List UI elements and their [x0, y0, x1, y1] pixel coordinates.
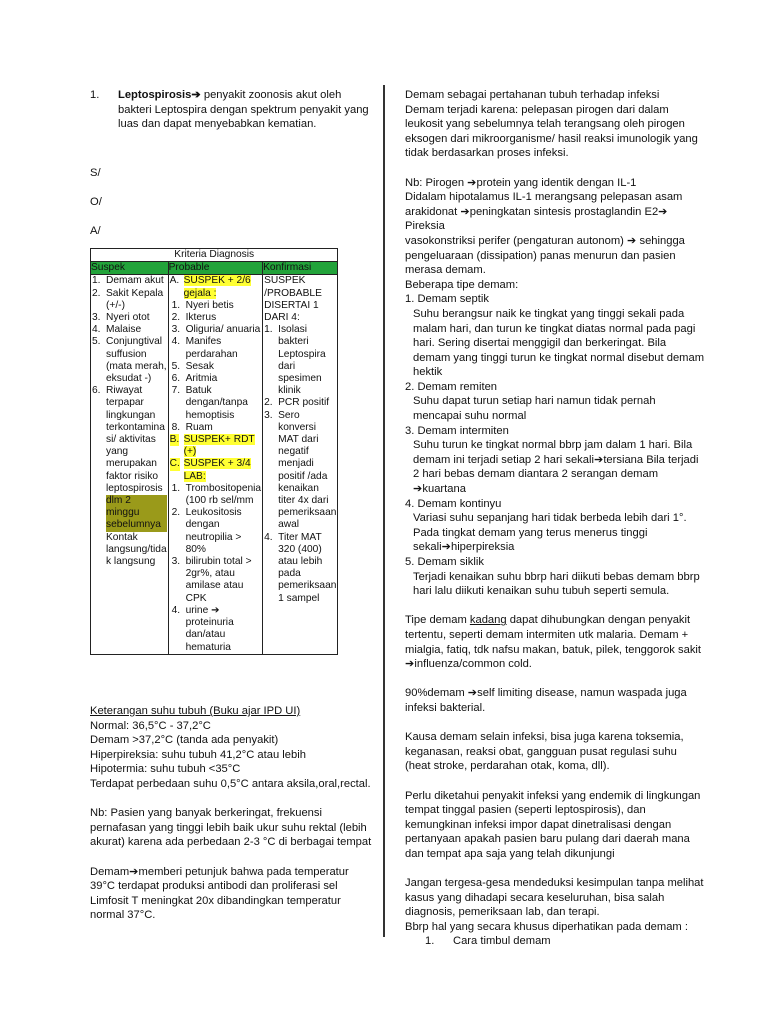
suhu-nb: Nb: Pasien yang banyak berkeringat, frekuensi pernafasan yang tinggi lebih baik ukur suhu rektal (lebih akurat) karena ada perbedaan 2-3 °C di berbagai tempat [90, 807, 372, 849]
list-item: 5. Sesak [171, 360, 214, 372]
highlight-2-minggu: dlm 2 minggu sebelumnya [106, 495, 167, 532]
header-konfirmasi: Konfirmasi [263, 262, 337, 274]
list-item: 2. PCR positif [264, 397, 330, 409]
probable-c: C. SUSPEK + 3/4 LAB: [169, 458, 251, 482]
soap-s-label: S/ [90, 166, 101, 179]
column-divider [383, 85, 385, 937]
header-probable: Probable [169, 262, 263, 274]
tipe-head: 4. Demam kontinyu [405, 497, 502, 510]
pirogen-line: vasokonstriksi perifer (pengaturan autonom) ➔ sehingga pengeluaraan (dissipation) panas menurun dan pasien merasa demam. [405, 234, 685, 277]
tipe-head: 5. Demam siklik [405, 556, 484, 568]
tipe-title: Beberapa tipe demam: [405, 278, 519, 291]
list-item: 3. Nyeri otot [92, 312, 150, 324]
suspek-cell [91, 275, 169, 654]
list-item: 1. Demam akut [92, 275, 164, 287]
kontak-text: Kontak langsung/tida k langsung [106, 531, 167, 568]
suhu-line: Normal: 36,5°C - 37,2°C [90, 719, 211, 732]
list-item: 6. Aritmia [171, 373, 218, 385]
list-item: 7. Batuk dengan/tanpa hemoptisis [171, 385, 248, 421]
list-item: 4. Manifes perdarahan [171, 336, 238, 360]
list-item: 3. Oliguria/ anuaria [171, 324, 261, 336]
perlu: Perlu diketahui penyakit infeksi yang endemik di lingkungan tempat tinggal pasien (seperti leptospirosis), dan kemungkinan infeksi impor dapat dinetralisasi dengan pertanyaan apakah pasien baru pulang dari daerah mana dan tempat apa saja yang telah dikunjungi [405, 789, 701, 860]
probable-cell [168, 275, 263, 654]
list-item: 4. Titer MAT 320 (400) atau lebih pada pemeriksaan 1 sampel [264, 531, 337, 604]
konfirmasi-cell [263, 275, 338, 654]
suhu-title: Keterangan suhu tubuh (Buku ajar IPD UI) [90, 705, 301, 717]
soap-o-label: O/ [90, 195, 102, 208]
list-item: 2. Ikterus [171, 312, 217, 324]
header-suspek: Suspek [91, 262, 168, 274]
soap-labels [90, 166, 372, 253]
leptospirosis-term: Leptospirosis [118, 89, 192, 101]
leptospirosis-item [90, 88, 372, 132]
list-item: 2. Sakit Kepala (+/-) [92, 287, 164, 311]
tipe-body: Suhu berangsur naik ke tingkat yang tinggi sekali pada malam hari, dan turun ke tingkat diatas normal pada pagi hari. Sering disertai menggigil dan berkeringat. Bila demam yang tinggi turun ke tingkat normal disebut demam hektik [413, 307, 705, 379]
list-item: 5. Conjungtival suffusion (mata merah, eksudat -) [92, 336, 167, 385]
leptospirosis-definition: penyakit zoonosis akut oleh bakteri Leptospira dengan spektrum penyakit yang luas dan dapat menyebabkan kematian. [118, 89, 369, 131]
tipe-body: Suhu dapat turun setiap hari namun tidak pernah mencapai suhu normal [413, 395, 656, 423]
right-column [405, 88, 705, 949]
tipe-head: 3. Demam intermiten [405, 424, 509, 437]
left-column [90, 88, 372, 253]
konfirmasi-head: SUSPEK /PROBABLE DISERTAI 1 DARI 4: [264, 275, 322, 324]
intro-line: Demam sebagai pertahanan tubuh terhadap infeksi [405, 89, 660, 101]
tipe-kadang: Tipe demam kadang dapat dihubungkan dengan penyakit tertentu, seperti demam intermiten utk malaria. Demam + mialgia, fatiq, tdk nafsu makan, batuk, pilek, tenggorok sakit ➔influenza/common cold. [405, 614, 702, 671]
cara-item: 1. Cara timbul demam [425, 935, 551, 948]
diagnosis-criteria-table [90, 248, 338, 655]
tipe-body: Variasi suhu sepanjang hari tidak berbeda lebih dari 1°. Pada tingkat demam yang terus menerus tinggi sekali➔hiperpireksia [413, 512, 687, 554]
table-title: Kriteria Diagnosis [91, 249, 338, 262]
arrow-icon: ➔ [191, 89, 201, 101]
suhu-line: Terdapat perbedaan suhu 0,5°C antara aksila,oral,rectal. [90, 777, 371, 790]
list-item: 3. Sero konversi MAT dari negatif menjadi positif /ada kenaikan titer 4x dari pemeriksaan awal [264, 409, 337, 531]
probable-b: B. SUSPEK+ RDT (+) [169, 434, 255, 458]
item-number: 1. [90, 89, 100, 101]
suhu-line: Demam >37,2°C (tanda ada penyakit) [90, 734, 279, 747]
suhu-line: Hiperpireksia: suhu tubuh 41,2°C atau lebih [90, 748, 306, 761]
pirogen-line: Nb: Pirogen ➔protein yang identik dengan IL-1 [405, 176, 637, 189]
tipe-head: 2. Demam remiten [405, 380, 498, 393]
tipe-body: Terjadi kenaikan suhu bbrp hari diikuti bebas demam bbrp hari lalu diikuti kenaikan suhu tubuh seperti semula. [413, 570, 700, 598]
suhu-section [90, 704, 372, 923]
list-item: 8. Ruam [171, 421, 213, 433]
kausa: Kausa demam selain infeksi, bisa juga karena toksemia, keganasan, reaksi obat, gangguan pusat regulasi suhu (heat stroke, perdarahan otak, koma, dll). [405, 731, 684, 773]
list-item: 4. urine ➔ proteinuria dan/atau hematuria [171, 604, 234, 653]
list-item: 1. Isolasi bakteri Leptospira dari spesimen klinik [264, 324, 326, 397]
bbrp: Bbrp hal yang secara khusus diperhatikan pada demam : [405, 920, 688, 933]
pirogen-line: Didalam hipotalamus IL-1 merangsang pelepasan asam arakidonat ➔peningkatan sintesis prostaglandin E2➔ Pireksia [405, 191, 683, 233]
list-item: 2. Leukositosis dengan neutropilia > 80% [171, 507, 242, 555]
p90: 90%demam ➔self limiting disease, namun waspada juga infeksi bakterial. [405, 687, 687, 714]
list-item: 4. Malaise [92, 324, 142, 336]
tipe-body: Suhu turun ke tingkat normal bbrp jam dalam 1 hari. Bila demam ini terjadi setiap 2 hari sekali➔tersiana Bila terjadi 2 hari bebas demam diantara 2 serangan demam ➔kuartana [413, 439, 699, 496]
list-item: 1. Nyeri betis [171, 299, 234, 311]
jangan: Jangan tergesa-gesa mendeduksi kesimpulan tanpa melihat kasus yang dihadapi secara keseluruhan, bisa salah diagnosis, pemeriksaan lab, dan terapi. [405, 877, 704, 919]
soap-a-label: A/ [90, 224, 101, 237]
suhu-line: Hipotermia: suhu tubuh <35°C [90, 763, 241, 776]
tipe-head: 1. Demam septik [405, 293, 489, 306]
list-item: 6. Riwayat terpapar lingkungan terkontamina si/ aktivitas yang merupakan faktor risiko leptospirosis dlm 2 minggu sebelumnya Kontak langsung/tida k langsung [92, 385, 167, 568]
demam-note: Demam➔memberi petunjuk bahwa pada temperatur 39°C terdapat produksi antibodi dan proliferasi sel Limfosit T meningkat 20x dibandingkan temperatur normal 37°C. [90, 865, 349, 922]
list-item: 3. bilirubin total > 2gr%, atau amilase atau CPK [171, 556, 252, 604]
list-item: 1. Trombositopenia (100 rb sel/mm [171, 482, 262, 507]
intro-line: Demam terjadi karena: pelepasan pirogen dari dalam leukosit yang sebelumnya telah terangsang oleh pirogen eksogen dari mikroorganisme/ hasil reaksi imunologik yang tidak berdasarkan proses infeksi. [405, 103, 698, 160]
probable-a: A. SUSPEK + 2/6 gejala : [169, 275, 251, 299]
